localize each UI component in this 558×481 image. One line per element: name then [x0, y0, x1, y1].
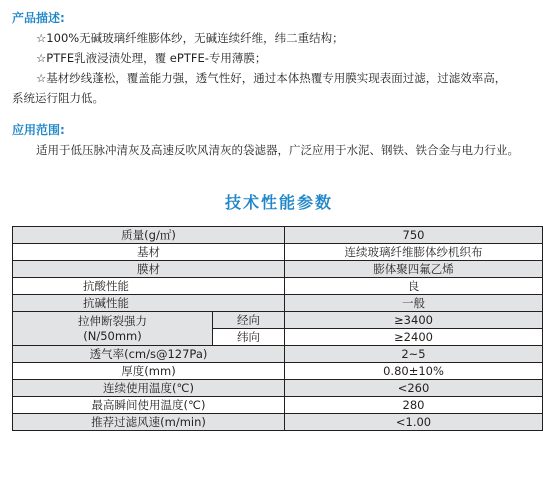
alkali-value: 一般	[285, 295, 543, 312]
table-row	[13, 227, 543, 244]
description-line-4: 系统运行阻力低。	[12, 91, 104, 105]
acid-label: 抗酸性能	[13, 278, 285, 295]
warp-label: 经向	[213, 312, 285, 329]
table-row	[13, 397, 543, 414]
base-value: 连续玻璃纤维膨体纱机织布	[285, 244, 543, 261]
base-label: 基材	[13, 244, 285, 261]
tensile-label-line-1: 拉伸断裂强力	[78, 313, 147, 328]
max-temp-value: 280	[285, 397, 543, 414]
table-row	[13, 278, 543, 295]
description-line-1: ☆100%无碱玻璃纤维膨体纱，无碱连续纤维，纬二重结构；	[36, 31, 344, 45]
weft-value: ≥2400	[285, 329, 543, 346]
table-row	[13, 380, 543, 397]
description-line-3: ☆基材纱线蓬松，覆盖能力强，透气性好，通过本体热覆专用膜实现表面过滤，过滤效率高，	[36, 71, 507, 85]
table-row	[13, 346, 543, 363]
max-temp-label: 最高瞬间使用温度(℃)	[13, 397, 285, 414]
membrane-label: 膜材	[13, 261, 285, 278]
mass-value: 750	[285, 227, 543, 244]
permeability-label: 透气率(cm/s@127Pa)	[13, 346, 285, 363]
table-row	[13, 363, 543, 380]
acid-value: 良	[285, 278, 543, 295]
application-title: 应用范围:	[12, 123, 65, 137]
description-title: 产品描述:	[12, 11, 65, 25]
mass-label: 质量(g/㎡)	[13, 227, 285, 244]
membrane-value: 膨体聚四氟乙烯	[285, 261, 543, 278]
velocity-value: <1.00	[285, 414, 543, 431]
permeability-value: 2~5	[285, 346, 543, 363]
table-row	[13, 414, 543, 431]
velocity-label: 推荐过滤风速(m/min)	[13, 414, 285, 431]
table-row	[13, 295, 543, 312]
warp-value: ≥3400	[285, 312, 543, 329]
cont-temp-label: 连续使用温度(℃)	[13, 380, 285, 397]
spec-table	[12, 226, 543, 431]
weft-label: 纬向	[213, 329, 285, 346]
application-text: 适用于低压脉冲清灰及高速反吹风清灰的袋滤器，广泛应用于水泥、钢铁、铁合金与电力行业。	[36, 143, 519, 157]
cont-temp-value: <260	[285, 380, 543, 397]
table-row	[13, 244, 543, 261]
tensile-label-line-2: (N/50mm)	[83, 328, 142, 343]
thickness-value: 0.80±10%	[285, 363, 543, 380]
thickness-label: 厚度(mm)	[13, 363, 285, 380]
description-line-2: ☆PTFE乳液浸渍处理，覆 ePTFE-专用薄膜；	[36, 51, 267, 65]
table-title: 技术性能参数	[224, 193, 333, 212]
alkali-label: 抗碱性能	[13, 295, 285, 312]
table-row	[13, 312, 543, 329]
table-row	[13, 261, 543, 278]
tensile-label	[13, 312, 213, 346]
